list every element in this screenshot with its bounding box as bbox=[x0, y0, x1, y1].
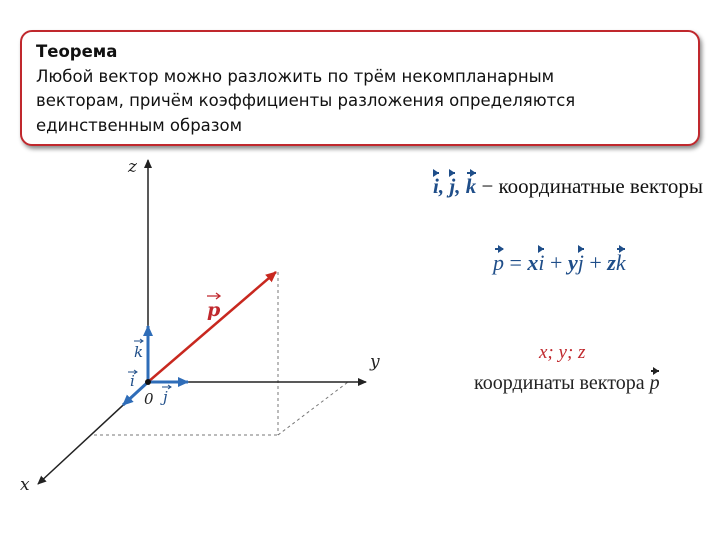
z-axis-label: z bbox=[128, 157, 137, 177]
formula-plus1: + bbox=[544, 250, 568, 275]
basis-caption-i: i bbox=[433, 174, 439, 198]
basis-caption-sep2: , bbox=[455, 174, 466, 198]
label-k bbox=[134, 339, 143, 361]
coordinates-caption-text: координаты вектора bbox=[474, 372, 650, 394]
theorem-line-2: векторам, причём коэффициенты разложения определяются bbox=[36, 91, 576, 110]
vector-p bbox=[148, 272, 276, 382]
basis-caption-k: k bbox=[465, 174, 477, 198]
formula-i: i bbox=[538, 250, 545, 275]
label-j bbox=[160, 385, 171, 406]
formula-x: x bbox=[527, 250, 539, 275]
basis-caption bbox=[433, 174, 703, 199]
basis-i-label: i bbox=[130, 372, 135, 390]
formula-eq: = bbox=[504, 250, 528, 275]
formula-plus2: + bbox=[583, 250, 608, 275]
projection-right bbox=[278, 382, 348, 435]
vector-p-label: p bbox=[207, 299, 221, 321]
basis-caption-j: j bbox=[449, 174, 456, 198]
formula-j: j bbox=[577, 250, 584, 275]
decomposition-formula bbox=[493, 250, 626, 276]
theorem-title: Теорема bbox=[36, 42, 118, 61]
basis-k-label: k bbox=[134, 343, 144, 361]
label-i bbox=[128, 370, 137, 390]
formula-y: y bbox=[567, 250, 578, 275]
projection-lines bbox=[94, 272, 348, 435]
origin-label: 0 bbox=[144, 390, 154, 408]
theorem-line-1: Любой вектор можно разложить по трём некомпланарным bbox=[36, 66, 555, 86]
basis-caption-text: − координатные векторы bbox=[476, 174, 703, 198]
origin-point bbox=[145, 379, 151, 385]
formula-k: k bbox=[615, 250, 626, 275]
basis-j-label: j bbox=[163, 388, 168, 406]
basis-caption-sep1: , bbox=[438, 174, 450, 198]
theorem-line-3: единственным образом bbox=[36, 115, 243, 135]
y-axis-label: y bbox=[370, 352, 380, 372]
coordinates-values: x; y; z bbox=[539, 342, 586, 363]
label-p bbox=[207, 293, 221, 321]
x-axis-label: x bbox=[20, 475, 30, 495]
formula-p: p bbox=[493, 250, 504, 275]
coordinates-caption bbox=[474, 372, 660, 395]
coordinates-caption-p: p bbox=[649, 372, 660, 394]
formula-z: z bbox=[607, 250, 616, 275]
